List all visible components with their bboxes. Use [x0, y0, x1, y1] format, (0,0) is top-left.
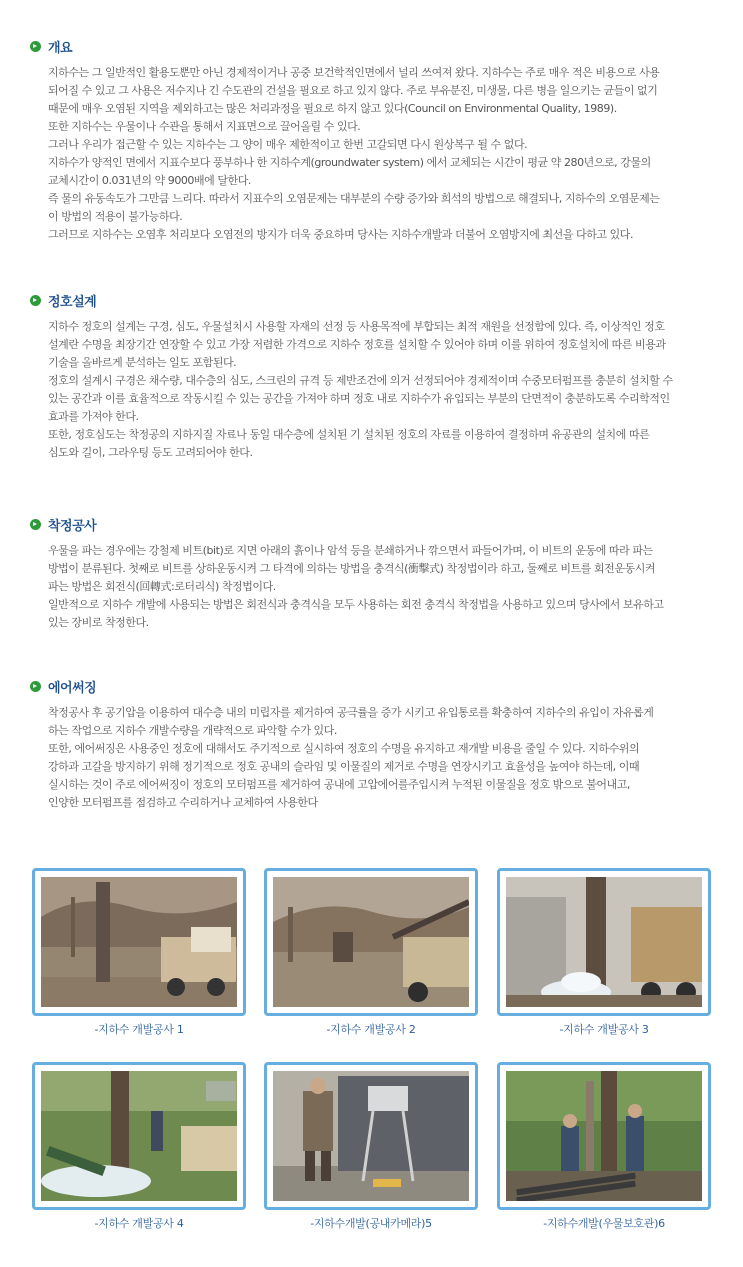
paragraph-line: 되어질 수 있고 그 사용은 저수지나 긴 수도관의 건설을 필요로 하고 있지 않다. 주로 부유분진, 미생물, 다른 병을 일으키는 균들이 없기	[48, 84, 658, 97]
paragraph-line: 지하수 정호의 설계는 구경, 심도, 우물설치시 사용할 자재의 선정 등 사용목적에 부합되는 최적 재원을 선정함에 있다. 즉, 이상적인 정호	[48, 320, 665, 333]
paragraph-line: 또한 지하수는 우물이나 수관을 통해서 지표면으로 끌어올릴 수 있다.	[48, 120, 361, 133]
paragraph-line: 또한, 정호심도는 착정공의 지하지질 자료나 동일 대수층에 설치된 기 설치된 정호의 자료를 이용하여 결정하며 유공관의 설치에 따른	[48, 428, 650, 441]
section-heading	[30, 676, 96, 696]
paragraph-line: 지하수는 그 일반적인 활용도뿐만 아닌 경제적이거나 공중 보건학적인면에서 널리 쓰여져 왔다. 지하수는 주로 매우 적은 비용으로 사용	[48, 66, 660, 79]
paragraph-line: 일반적으로 지하수 개발에 사용되는 방법은 회전식과 충격식을 모두 사용하는 회전 충격식 착정법을 사용하고 있으며 당사에서 보유하고	[48, 598, 664, 611]
gallery-item-4[interactable]	[32, 1062, 246, 1230]
paragraph-line: 심도와 길이, 그라우팅 등도 고려되어야 한다.	[48, 446, 253, 459]
section-title: 착정공사	[48, 518, 97, 534]
gallery-item-1[interactable]	[32, 868, 246, 1036]
well-casing-photo[interactable]	[506, 1071, 702, 1201]
gallery-item-2[interactable]	[264, 868, 478, 1036]
photo-caption: -지하수 개발공사 1	[94, 1023, 184, 1036]
paragraph-line: 때문에 매우 오염된 지역을 제외하고는 많은 처리과정을 필요로 하지 않고 있다(Council on Environmental Quality, 1989).	[48, 102, 617, 115]
drilling-site-photo[interactable]	[273, 877, 469, 1007]
photo-frame[interactable]	[497, 1062, 711, 1210]
photo-caption: -지하수 개발공사 3	[559, 1023, 649, 1036]
drilling-site-photo[interactable]	[506, 877, 702, 1007]
arrow-bullet-icon	[30, 295, 41, 306]
photo-frame[interactable]	[32, 868, 246, 1016]
section-title: 에어써징	[48, 680, 97, 696]
photo-caption: -지하수 개발공사 2	[326, 1023, 416, 1036]
section-heading	[30, 290, 96, 310]
gallery-item-6[interactable]	[497, 1062, 711, 1230]
paragraph-line: 있는 장비로 착정한다.	[48, 616, 149, 629]
paragraph-line: 그러므로 지하수는 오염후 처리보다 오염전의 방지가 더욱 중요하며 당사는 지하수개발과 더불어 오염방지에 최선을 다하고 있다.	[48, 228, 634, 241]
paragraph-line: 실시하는 것이 주로 에어써징이 정호의 모터펌프를 제거하여 공내에 고압에어를주입시켜 누적된 이물질을 정호 밖으로 불어내고,	[48, 778, 630, 791]
photo-caption: -지하수개발(공내카메라)5	[310, 1217, 432, 1230]
paragraph-line: 교체시간이 0.031년의 약 9000배에 달한다.	[48, 174, 251, 187]
paragraph-line: 지하수가 양적인 면에서 지표수보다 풍부하나 한 지하수계(groundwater system) 에서 교체되는 시간이 평균 약 280년으로, 강물의	[48, 156, 651, 169]
section-body	[48, 704, 728, 812]
photo-caption: -지하수개발(우물보호관)6	[543, 1217, 665, 1230]
section-title: 정호설계	[48, 294, 97, 310]
paragraph-line: 또한, 에어써징은 사용중인 정호에 대해서도 주기적으로 실시하여 정호의 수명을 유지하고 재개발 비용을 줄일 수 있다. 지하수위의	[48, 742, 640, 755]
section-heading	[30, 514, 96, 534]
photo-caption: -지하수 개발공사 4	[94, 1217, 184, 1230]
section-body	[48, 318, 728, 462]
paragraph-line: 하는 작업으로 지하수 개발수량을 개략적으로 파악할 수가 있다.	[48, 724, 337, 737]
drilling-site-photo[interactable]	[41, 1071, 237, 1201]
paragraph-line: 이 방법의 적용이 불가능하다.	[48, 210, 183, 223]
paragraph-line: 착정공사 후 공기압을 이용하여 대수층 내의 미립자를 제거하여 공극률을 증가 시키고 유입통로를 확충하여 지하수의 유입이 자유롭게	[48, 706, 654, 719]
paragraph-line: 설계란 수명을 최장기간 연장할 수 있고 가장 저렴한 가격으로 지하수 정호를 설치할 수 있어야 하며 이를 위하여 정호설치에 따른 비용과	[48, 338, 666, 351]
paragraph-line: 기술을 올바르게 분석하는 일도 포함된다.	[48, 356, 237, 369]
paragraph-line: 우물을 파는 경우에는 강철제 비트(bit)로 지면 아래의 흙이나 암석 등을 분쇄하거나 깎으면서 파들어가며, 이 비트의 운동에 따라 파는	[48, 544, 653, 557]
gallery-item-5[interactable]	[264, 1062, 478, 1230]
paragraph-line: 강하과 고갈을 방지하기 위해 정기적으로 정호 공내의 슬라임 및 이물질의 제거로 수명을 연장시키고 효율성을 높여야 하는데, 이때	[48, 760, 640, 773]
arrow-bullet-icon	[30, 519, 41, 530]
section-body	[48, 542, 728, 632]
photo-frame[interactable]	[264, 868, 478, 1016]
drilling-site-photo[interactable]	[41, 877, 237, 1007]
paragraph-line: 인양한 모터펌프를 점검하고 수리하거나 교체하여 사용한다	[48, 796, 318, 809]
section-body	[48, 64, 728, 244]
paragraph-line: 즉 물의 유동속도가 그만큼 느리다. 따라서 지표수의 오염문제는 대부분의 수량 증가와 희석의 방법으로 해결되나, 지하수의 오염문제는	[48, 192, 660, 205]
paragraph-line: 파는 방법은 회전식(回轉式:로터리식) 착정법이다.	[48, 580, 276, 593]
photo-frame[interactable]	[497, 868, 711, 1016]
photo-frame[interactable]	[32, 1062, 246, 1210]
paragraph-line: 그러나 우리가 접근할 수 있는 지하수는 그 양이 매우 제한적이고 한번 고갈되면 다시 원상복구 될 수 없다.	[48, 138, 528, 151]
section-title: 개요	[48, 40, 73, 56]
photo-frame[interactable]	[264, 1062, 478, 1210]
paragraph-line: 방법이 분류된다. 첫째로 비트를 상하운동시켜 그 타격에 의하는 방법을 충격식(衝擊式) 착정법이라 하고, 둘째로 비트를 회전운동시켜	[48, 562, 656, 575]
arrow-bullet-icon	[30, 41, 41, 52]
section-heading	[30, 36, 72, 56]
gallery-item-3[interactable]	[497, 868, 711, 1036]
paragraph-line: 효과를 가져야 한다.	[48, 410, 139, 423]
borehole-camera-photo[interactable]	[273, 1071, 469, 1201]
arrow-bullet-icon	[30, 681, 41, 692]
paragraph-line: 정호의 설계시 구경은 채수량, 대수층의 심도, 스크린의 규격 등 제반조건에 의거 선정되어야 경제적이며 수중모터펌프를 충분히 설치할 수	[48, 374, 673, 387]
paragraph-line: 있는 공간과 이를 효율적으로 작동시킬 수 있는 공간을 가져야 하며 정호 내로 지하수가 유입되는 부분의 단면적이 충분하도록 수리학적인	[48, 392, 670, 405]
